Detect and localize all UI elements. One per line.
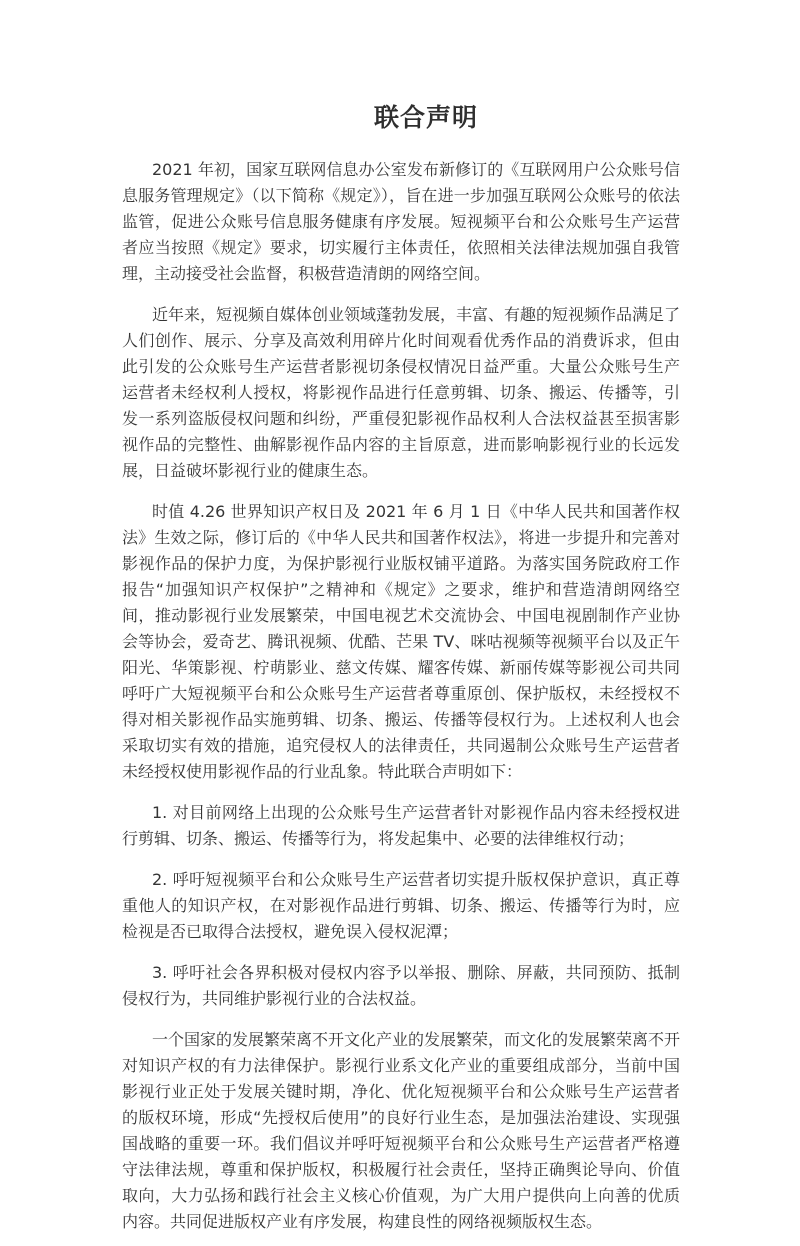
paragraph-infringement-background: 近年来，短视频自媒体创业领域蓬勃发展，丰富、有趣的短视频作品满足了人们创作、展示、分享及高效利用碎片化时间观看优秀作品的消费诉求，但由此引发的公众账号生产运营者影视切条侵权情况日益严重。大量公众账号生产运营者未经权利人授权，将影视作品进行任意剪辑、切条、搬运、传播等，引发一系列盗版侵权问题和纠纷，严重侵犯影视作品权利人合法权益甚至损害影视作品的完整性、曲解影视作品内容的主旨原意，进而影响影视行业的长远发展，日益破坏影视行业的健康生态。: [122, 305, 681, 480]
paragraph-joint-appeal: 时值 4.26 世界知识产权日及 2021 年 6 月 1 日《中华人民共和国著作权法》生效之际，修订后的《中华人民共和国著作权法》，将进一步提升和完善对影视作品的保护力度，为保护影视行业版权铺平道路。为落实国务院政府工作报告“加强知识产权保护”之精神和《规定》之要求，维护和营造清朗网络空间，推动影视行业发展繁荣，中国电视艺术交流协会、中国电视剧制作产业协会等协会，爱奇艺、腾讯视频、优酷、芒果 TV、咪咕视频等视频平台以及正午阳光、华策影视、柠萌影业、慈文传媒、耀客传媒、新丽传媒等影视公司共同呼吁广大短视频平台和公众账号生产运营者尊重原创、保护版权，未经授权不得对相关影视作品实施剪辑、切条、搬运、传播等侵权行为。上述权利人也会采取切实有效的措施，追究侵权人的法律责任，共同遏制公众账号生产运营者未经授权使用影视作品的行业乱象。特此联合声明如下：: [122, 502, 680, 781]
document-title: 联合声明: [373, 103, 478, 132]
statement-item-3: 3. 呼吁社会各界积极对侵权内容予以举报、删除、屏蔽，共同预防、抵制侵权行为，共同维护影视行业的合法权益。: [122, 963, 680, 1008]
paragraph-regulation-intro: 2021 年初，国家互联网信息办公室发布新修订的《互联网用户公众账号信息服务管理规定》（以下简称《规定》），旨在进一步加强互联网公众账号的依法监管，促进公众账号信息服务健康有序发展。短视频平台和公众账号生产运营者应当按照《规定》要求，切实履行主体责任，依照相关法律法规加强自我管理，主动接受社会监督，积极营造清朗的网络空间。: [122, 160, 680, 283]
paragraph-closing: 一个国家的发展繁荣离不开文化产业的发展繁荣，而文化的发展繁荣离不开对知识产权的有力法律保护。影视行业系文化产业的重要组成部分，当前中国影视行业正处于发展关键时期，净化、优化短视频平台和公众账号生产运营者的版权环境，形成“先授权后使用”的良好行业生态，是加强法治建设、实现强国战略的重要一环。我们倡议并呼吁短视频平台和公众账号生产运营者严格遵守法律法规，尊重和保护版权，积极履行社会责任，坚持正确舆论导向、价值取向，大力弘扬和践行社会主义核心价值观，为广大用户提供向上向善的优质内容。共同促进版权产业有序发展，构建良性的网络视频版权生态。: [122, 1030, 681, 1231]
statement-item-2: 2. 呼吁短视频平台和公众账号生产运营者切实提升版权保护意识，真正尊重他人的知识产权，在对影视作品进行剪辑、切条、搬运、传播等行为时，应检视是否已取得合法授权，避免误入侵权泥潭；: [122, 870, 680, 941]
statement-item-1: 1. 对目前网络上出现的公众账号生产运营者针对影视作品内容未经授权进行剪辑、切条、搬运、传播等行为，将发起集中、必要的法律维权行动；: [122, 803, 680, 848]
